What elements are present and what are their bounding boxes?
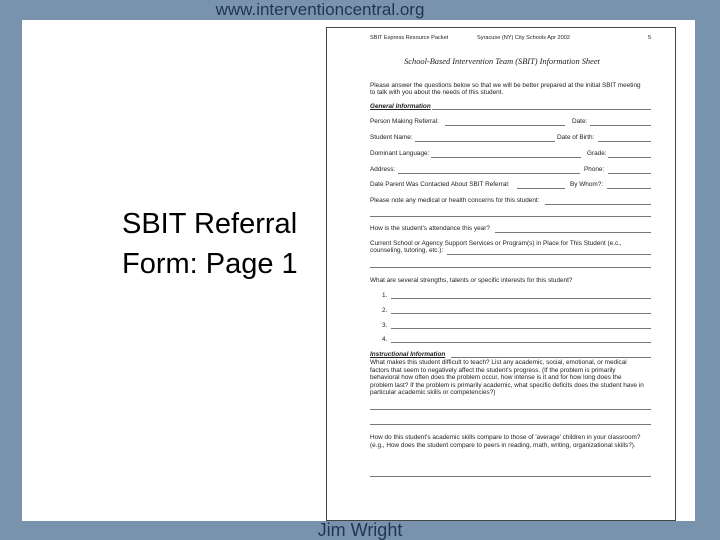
difficult-line-3: behavioral how often does the problem occur, how intense is it and for how long does the xyxy=(370,374,622,381)
strength-line-1 xyxy=(391,298,651,299)
header-url: www.interventioncentral.org xyxy=(215,0,425,19)
person-making-referral-label: Person Making Referral: xyxy=(370,118,439,125)
instructional-info-heading: Instructional Information xyxy=(370,351,446,358)
by-whom-label: By Whom?: xyxy=(570,181,604,188)
dominant-language-label: Dominant Language: xyxy=(370,150,430,157)
strength-item-2: 2. xyxy=(382,307,388,314)
address-line xyxy=(398,173,580,174)
difficult-line-2: factors that seem to negatively affect the student's progress. (If the problem is primarily xyxy=(370,367,616,374)
section-rule xyxy=(432,109,651,110)
compare-line-2: (e.g., How does the student compare to peers in reading, math, writing, organizational skills?). xyxy=(370,442,636,449)
strength-line-4 xyxy=(391,342,651,343)
difficult-line-1: What makes this student difficult to teach? List any academic, social, emotional, or medical xyxy=(370,359,627,366)
strength-line-2 xyxy=(391,313,651,314)
intro-line-1: Please answer the questions below so that we will be better prepared at the initial SBIT meeting xyxy=(370,82,641,89)
address-label: Address: xyxy=(370,166,396,173)
strength-item-3: 3. xyxy=(382,322,388,329)
running-header-center: Syracuse (NY) City Schools Apr 2002 xyxy=(477,35,570,41)
person-making-referral-line xyxy=(445,125,565,126)
running-header-left: SBIT Express Resource Packet xyxy=(370,35,449,41)
dominant-language-line xyxy=(431,157,581,158)
compare-answer-line xyxy=(370,476,651,477)
referral-form-page xyxy=(326,27,676,521)
strength-item-4: 4. xyxy=(382,336,388,343)
general-info-heading: General Information xyxy=(370,103,431,110)
student-name-line xyxy=(415,141,555,142)
right-border-bar xyxy=(700,20,720,521)
medical-concerns-label: Please note any medical or health concerns for this student: xyxy=(370,197,540,204)
phone-line xyxy=(608,173,651,174)
medical-line-1 xyxy=(545,204,651,205)
medical-line-2 xyxy=(370,216,651,217)
support-services-line-2: counseling, tutoring, etc.): xyxy=(370,247,444,254)
page-number: 5 xyxy=(648,35,652,41)
support-services-line-b xyxy=(370,267,651,268)
difficult-line-5: particular academic skills or competencies?) xyxy=(370,389,496,396)
section-rule-2 xyxy=(451,357,651,358)
grade-label: Grade: xyxy=(587,150,607,157)
compare-line-1: How do this student's academic skills compare to those of 'average' children in your classroom? xyxy=(370,434,641,441)
parent-contacted-label: Date Parent Was Contacted About SBIT Referral: xyxy=(370,181,510,188)
strengths-label: What are several strengths, talents or specific interests for this student? xyxy=(370,277,573,284)
form-title: School-Based Intervention Team (SBIT) Information Sheet xyxy=(404,57,600,66)
attendance-line xyxy=(495,232,651,233)
date-of-birth-label: Date of Birth: xyxy=(557,134,595,141)
difficult-line-4: problem last? If the problem is primarily academic, what specific deficits does the student have in xyxy=(370,382,644,389)
parent-contacted-line xyxy=(517,188,565,189)
grade-line xyxy=(608,157,651,158)
support-services-line-1: Current School or Agency Support Services or Program(s) in Place for This Student (e.c., xyxy=(370,240,622,247)
slide-title xyxy=(122,204,332,284)
slide-title-line-1: SBIT Referral xyxy=(122,208,298,240)
difficult-answer-line-2 xyxy=(370,424,651,425)
slide-title-line-2: Form: Page 1 xyxy=(122,248,298,280)
difficult-answer-line-1 xyxy=(370,409,651,410)
attendance-label: How is the student's attendance this year? xyxy=(370,225,490,232)
by-whom-line xyxy=(607,188,651,189)
strength-line-3 xyxy=(391,328,651,329)
support-services-line-a xyxy=(447,254,651,255)
date-label: Date: xyxy=(572,118,588,125)
footer-author: Jim Wright xyxy=(317,520,403,540)
date-line xyxy=(590,125,651,126)
intro-line-2: to talk with you about the needs of this student. xyxy=(370,89,504,96)
strength-item-1: 1. xyxy=(382,292,388,299)
date-of-birth-line xyxy=(598,141,651,142)
phone-label: Phone: xyxy=(584,166,605,173)
student-name-label: Student Name: xyxy=(370,134,413,141)
